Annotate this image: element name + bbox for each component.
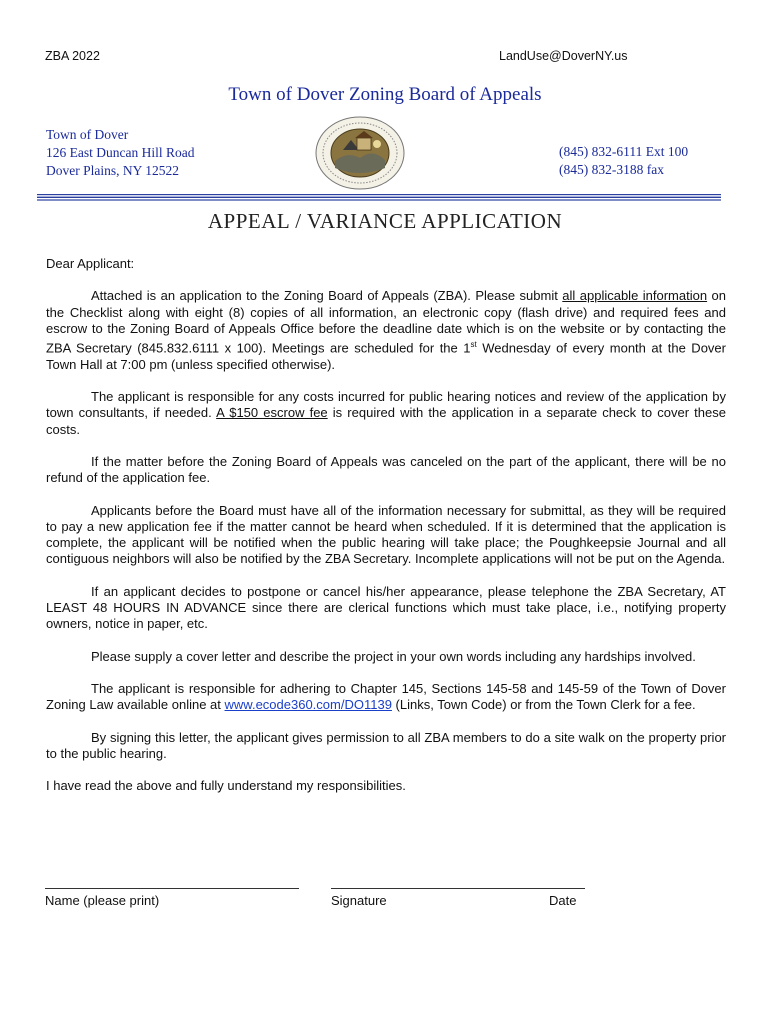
- date-label: Date: [549, 893, 577, 908]
- paragraph-postpone: If an applicant decides to postpone or cancel his/her appearance, please telephone the ZBA Secretary, AT LEAST 48 HOURS IN ADVANCE since there are clerical functions which must take place, i.e., notifying property owners, notice in paper, etc.: [46, 583, 726, 632]
- salutation: Dear Applicant:: [46, 256, 135, 271]
- paragraph-costs: [46, 389, 726, 438]
- para2-text-b: is required with the application in a separate check to cover these costs.: [46, 405, 726, 437]
- header-divider: [37, 194, 721, 201]
- para1-text-c: Wednesday of every month at the Dover Town Hall at 7:00 pm (unless specified otherwise).: [46, 340, 726, 372]
- board-title: Town of Dover Zoning Board of Appeals: [228, 84, 542, 105]
- ecode-link[interactable]: www.ecode360.com/DO1139: [224, 697, 392, 713]
- header-left-text: ZBA 2022: [45, 49, 100, 63]
- address-line-1: Town of Dover: [46, 127, 129, 142]
- header-email[interactable]: LandUse@DoverNY.us: [499, 49, 628, 63]
- address-line-3: Dover Plains, NY 12522: [46, 163, 179, 178]
- paragraph-submission: [46, 288, 726, 373]
- contact-block: [559, 143, 688, 179]
- para1-text-b: on the Checklist along with eight (8) copies of all information, an electronic copy (flash drive) and required fees and escrow to the Zoning Board of Appeals Office before the deadline date which is on the website or by contacting the ZBA Secretary (845.832.6111 x 100). Meetings are scheduled for the 1: [46, 288, 726, 356]
- para7-text-a: The applicant is responsible for adhering to Chapter 145, Sections 145-58 and 145-59 of the Town of Dover Zoning Law available online at: [46, 680, 726, 713]
- para1-ordinal: st: [470, 340, 477, 350]
- para7-text-b: (Links, Town Code) or from the Town Clerk for a fee.: [391, 697, 696, 713]
- paragraph-refund: If the matter before the Zoning Board of Appeals was canceled on the part of the applicant, there will be no refund of the application fee.: [46, 454, 726, 486]
- address-line-2: 126 East Duncan Hill Road: [46, 145, 195, 160]
- para2-underlined: A $150 escrow fee: [216, 405, 328, 421]
- signature-label: Signature: [331, 893, 387, 908]
- name-line[interactable]: [45, 888, 299, 889]
- town-address: [46, 126, 194, 180]
- signature-line[interactable]: [331, 888, 585, 889]
- letter-body: [46, 256, 726, 810]
- phone-number: (845) 832-6111 Ext 100: [559, 144, 689, 159]
- paragraph-site-walk: By signing this letter, the applicant gives permission to all ZBA members to do a site walk on the property prior to the public hearing.: [46, 729, 726, 761]
- paragraph-cover-letter: Please supply a cover letter and describe the project in your own words including any hardships involved.: [91, 648, 696, 664]
- document-title: APPEAL / VARIANCE APPLICATION: [207, 209, 563, 233]
- paragraph-zoning-law: [46, 681, 726, 714]
- name-label: Name (please print): [45, 893, 160, 908]
- town-seal-icon: [315, 116, 405, 190]
- fax-number: (845) 832-3188 fax: [559, 162, 664, 177]
- para2-text-a: The applicant is responsible for any costs incurred for public hearing notices and review of the application by town consultants, if needed.: [46, 389, 726, 421]
- paragraph-acknowledgement: I have read the above and fully understand my responsibilities.: [46, 778, 406, 794]
- paragraph-complete-info: Applicants before the Board must have all of the information necessary for submittal, as they will be required to pay a new application fee if the matter cannot be heard when scheduled. If it is determined that the application is complete, the applicant will be notified when the public hearing will take place; the Poughkeepsie Journal and all contiguous neighbors will also be notified by the ZBA Secretary. Incomplete applications will not be put on the Agenda.: [46, 502, 726, 567]
- para1-text-a: Attached is an application to the Zoning Board of Appeals (ZBA). Please submit: [91, 288, 563, 304]
- para1-underlined: all applicable information: [562, 288, 708, 304]
